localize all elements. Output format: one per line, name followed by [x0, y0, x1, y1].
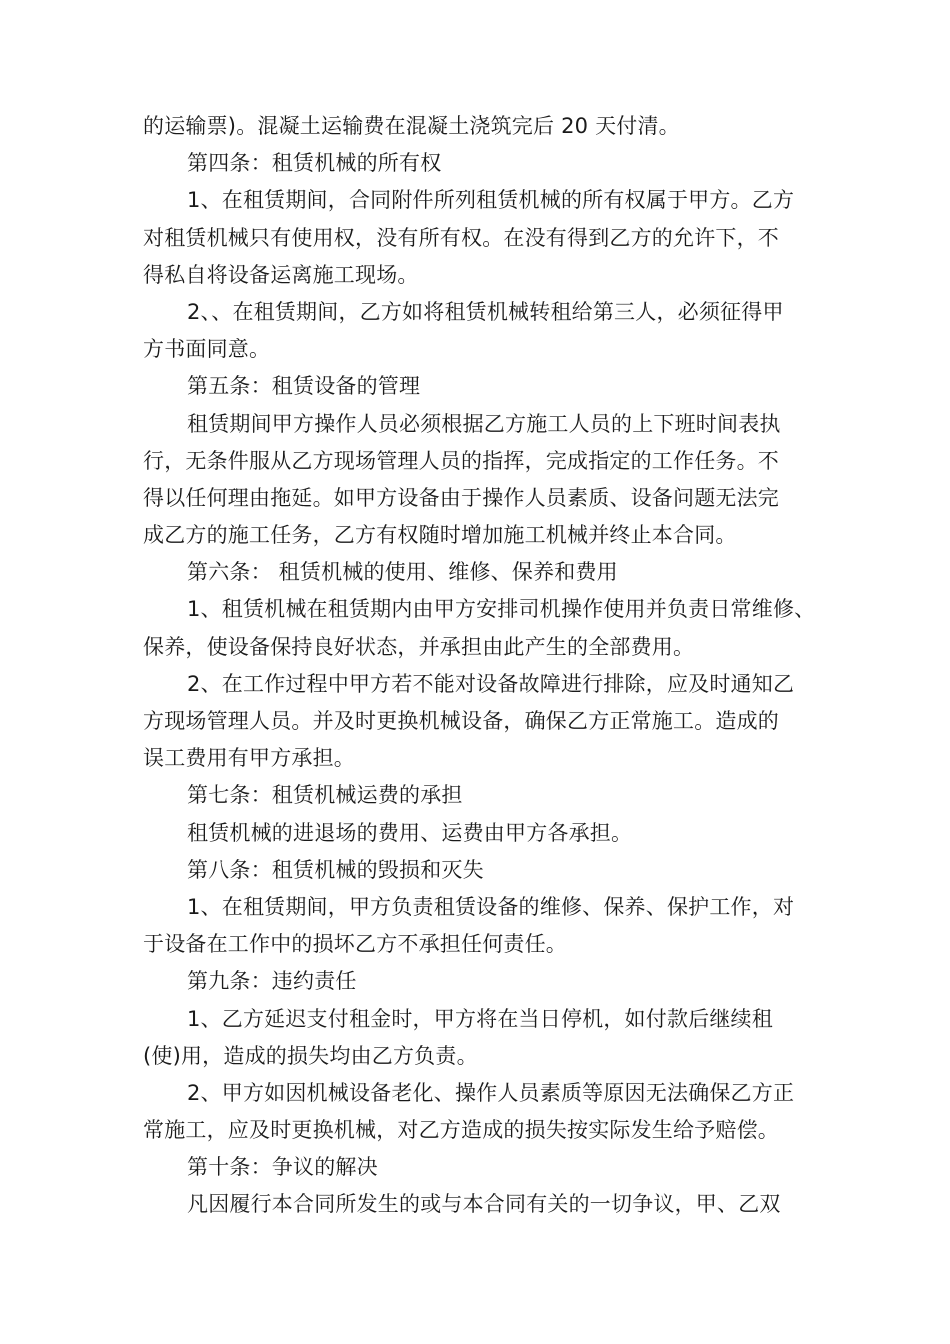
text-line: 行，无条件服从乙方现场管理人员的指挥，完成指定的工作任务。不 [143, 448, 779, 473]
text-line: 第五条：租赁设备的管理 [187, 374, 421, 399]
text-line: 2、在工作过程中甲方若不能对设备故障进行排除，应及时通知乙 [187, 671, 795, 696]
text-line: 第八条：租赁机械的毁损和灭失 [187, 857, 484, 882]
text-line: 2、甲方如因机械设备老化、操作人员素质等原因无法确保乙方正 [187, 1080, 795, 1105]
text-line: 第九条：违约责任 [187, 969, 357, 994]
text-line: 1、租赁机械在租赁期内由甲方安排司机操作使用并负责日常维修、 [187, 597, 816, 622]
text-line: 于设备在工作中的损坏乙方不承担任何责任。 [143, 932, 567, 957]
text-line: 租赁期间甲方操作人员必须根据乙方施工人员的上下班时间表执 [187, 411, 781, 436]
text-line: 方现场管理人员。并及时更换机械设备，确保乙方正常施工。造成的 [143, 709, 779, 733]
text-line: 得以任何理由拖延。如甲方设备由于操作人员素质、设备问题无法完 [143, 485, 779, 510]
text-line: 误工费用有甲方承担。 [143, 746, 355, 771]
text-line: 得私自将设备运离施工现场。 [143, 262, 419, 287]
text-line: 1、乙方延迟支付租金时，甲方将在当日停机，如付款后继续租 [187, 1006, 773, 1031]
text-line: 2、、在租赁期间，乙方如将租赁机械转租给第三人，必须征得甲 [187, 299, 784, 324]
text-line: 凡因履行本合同所发生的或与本合同有关的一切争议，甲、乙双 [187, 1192, 781, 1217]
text-line: 方书面同意。 [143, 337, 271, 362]
text-line: 成乙方的施工任务，乙方有权随时增加施工机械并终止本合同。 [143, 523, 737, 548]
contract-text [143, 108, 823, 1224]
text-line: 的运输票)。混凝土运输费在混凝土浇筑完后 20 天付清。 [143, 114, 680, 138]
text-line: 常施工，应及时更换机械，对乙方造成的损失按实际发生给予赔偿。 [143, 1118, 779, 1143]
text-line: 第十条：争议的解决 [187, 1155, 378, 1180]
text-line: 1、在租赁期间，合同附件所列租赁机械的所有权属于甲方。乙方 [187, 188, 795, 213]
text-line: (使)用，造成的损失均由乙方负责。 [143, 1043, 478, 1068]
text-line: 第六条： 租赁机械的使用、维修、保养和费用 [187, 560, 618, 585]
text-line: 第七条：租赁机械运费的承担 [187, 783, 463, 808]
text-line: 1、在租赁期间，甲方负责租赁设备的维修、保养、保护工作，对 [187, 894, 795, 919]
text-line: 第四条：租赁机械的所有权 [187, 151, 442, 176]
text-line: 租赁机械的进退场的费用、运费由甲方各承担。 [187, 820, 633, 845]
text-line: 保养，使设备保持良好状态，并承担由此产生的全部费用。 [143, 634, 695, 659]
text-line: 对租赁机械只有使用权，没有所有权。在没有得到乙方的允许下，不 [143, 225, 779, 250]
